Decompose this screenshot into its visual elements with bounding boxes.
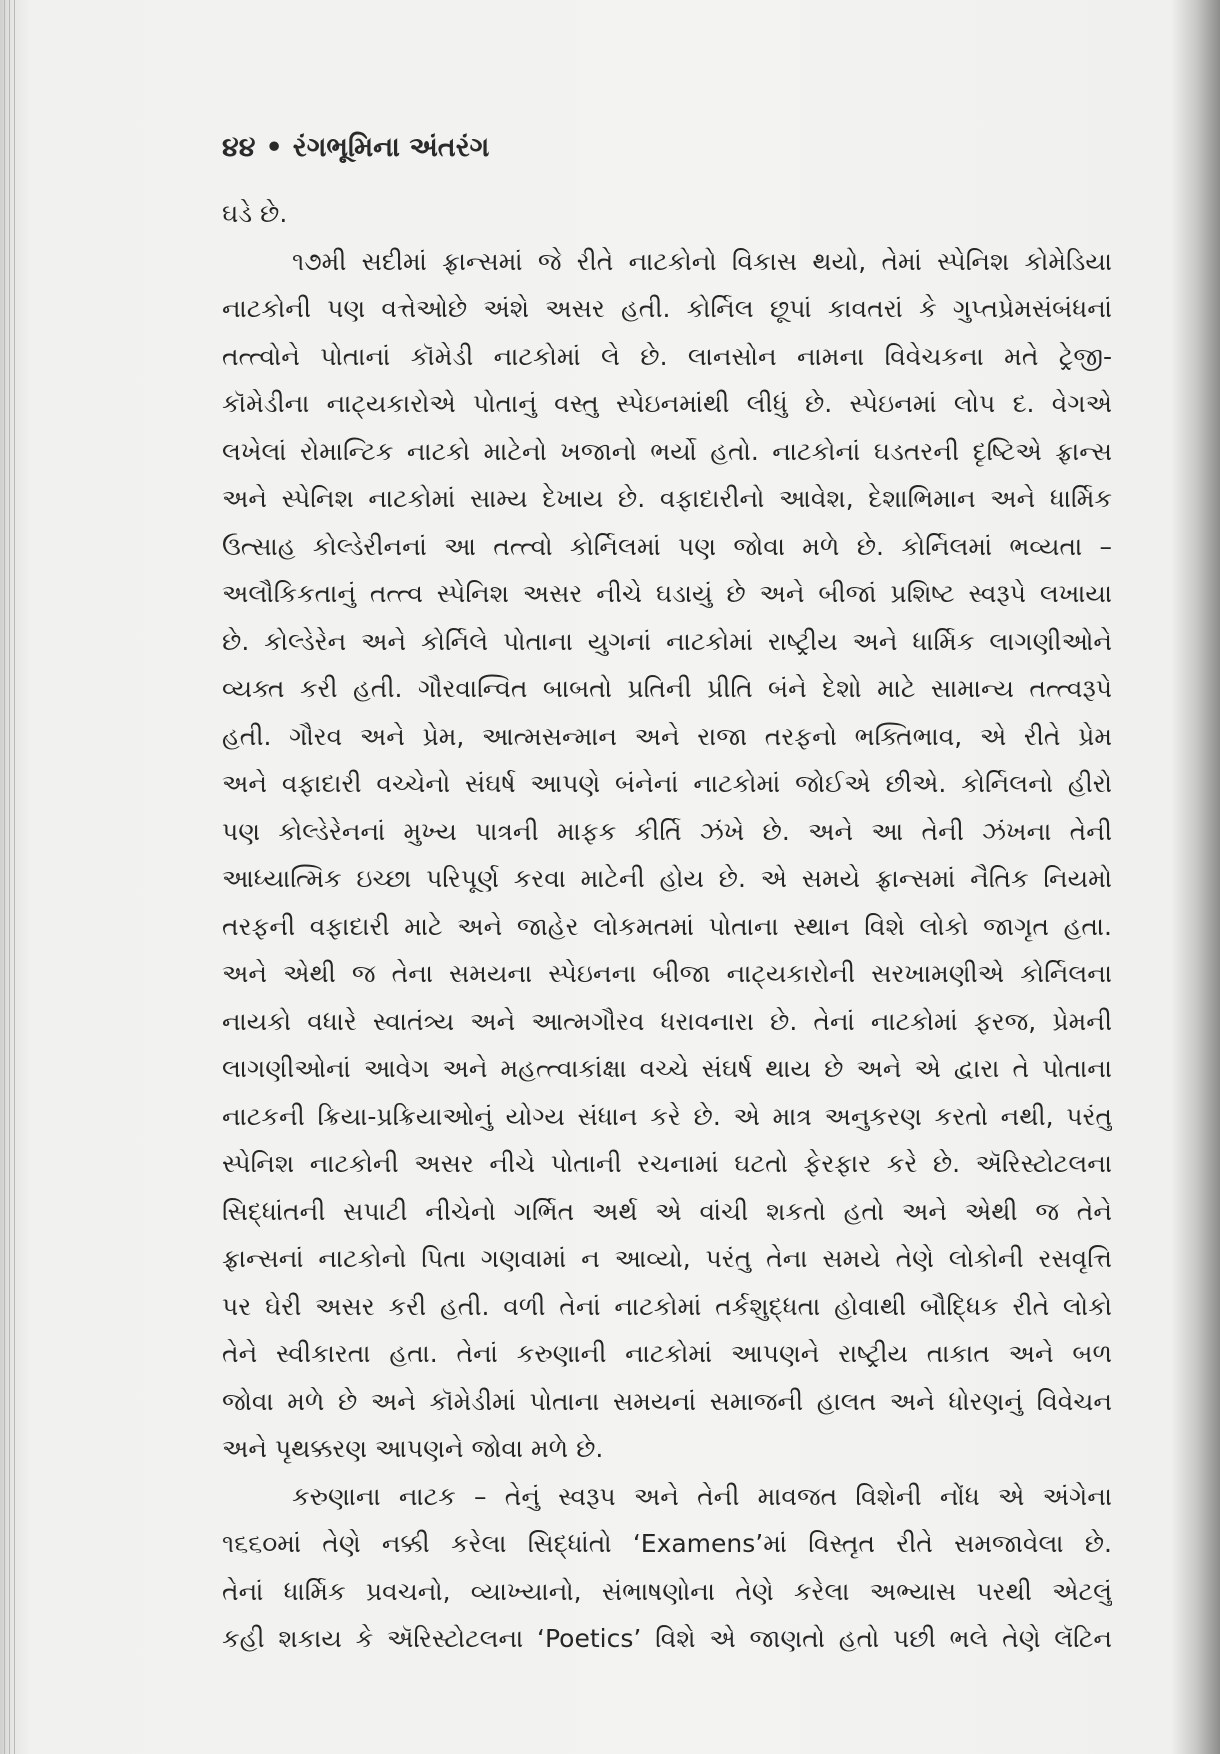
text-line: કૉમેડીના નાટ્યકારોએ પોતાનું વસ્તુ સ્પેઇનમાંથી લીધું છે. સ્પેઇનમાં લોપ દ. વેગએ — [222, 389, 1112, 418]
text-line: તેને સ્વીકારતા હતા. તેનાં કરુણાની નાટકોમાં આપણને રાષ્ટ્રીય તાકાત અને બળ — [222, 1339, 1112, 1368]
text-line: લખેલાં રોમાન્ટિક નાટકો માટેનો ખજાનો ભર્યો હતો. નાટકોનાં ઘડતરની દૃષ્ટિએ ફ્રાન્સ — [222, 436, 1112, 466]
text-line: આધ્યાત્મિક ઇચ્છા પરિપૂર્ણ કરવા માટેની હોય છે. એ સમયે ફ્રાન્સમાં નૈતિક નિયમો — [222, 864, 1112, 893]
text-line: જોવા મળે છે અને કૉમેડીમાં પોતાના સમયનાં સમાજની હાલત અને ધોરણનું વિવેચન — [222, 1386, 1112, 1416]
text-line: ઘડે છે. — [222, 199, 288, 228]
text-line: છે. કોલ્ડેરેન અને કોર્નિલે પોતાના યુગનાં નાટકોમાં રાષ્ટ્રીય અને ધાર્મિક લાગણીઓને — [222, 626, 1112, 656]
header-bullet: • — [265, 132, 283, 163]
text-line: ફ્રાન્સનાં નાટકોનો પિતા ગણવામાં ન આવ્યો, પરંતુ તેના સમયે તેણે લોકોની રસવૃત્તિ — [222, 1244, 1112, 1273]
text-line: અને વફાદારી વચ્ચેનો સંઘર્ષ આપણે બંનેનાં નાટકોમાં જોઈએ છીએ. કોર્નિલનો હીરો — [222, 769, 1112, 798]
text-line: હતી. ગૌરવ અને પ્રેમ, આત્મસન્માન અને રાજા તરફનો ભક્તિભાવ, એ રીતે પ્રેમ — [222, 721, 1112, 751]
text-line: કરુણાના નાટક – તેનું સ્વરૂપ અને તેની માવજત વિશેની નોંધ એ અંગેના — [292, 1481, 1112, 1511]
text-line: નાયકો વધારે સ્વાતંત્ર્ય અને આત્મગૌરવ ધરાવનારા છે. તેનાં નાટકોમાં ફરજ, પ્રેમની — [222, 1006, 1112, 1036]
text-line: નાટકની ક્રિયા-પ્રક્રિયાઓનું યોગ્ય સંધાન કરે છે. એ માત્ર અનુકરણ કરતો નથી, પરંતુ — [222, 1101, 1112, 1131]
text-line: અને સ્પેનિશ નાટકોમાં સામ્ય દેખાય છે. વફાદારીનો આવેશ, દેશાભિમાન અને ધાર્મિક — [222, 484, 1112, 513]
text-line: અલૌકિકતાનું તત્ત્વ સ્પેનિશ અસર નીચે ઘડાયું છે અને બીજાં પ્રશિષ્ટ સ્વરૂપે લખાયા — [222, 579, 1112, 608]
text-line: કહી શકાય કે ઍરિસ્ટોટલના ‘Poetics’ વિશે એ જાણતો હતો પછી ભલે તેણે લૅટિન — [222, 1624, 1112, 1653]
text-line: નાટકોની પણ વત્તેઓછે અંશે અસર હતી. કોર્નિલ છૂપાં કાવતરાં કે ગુપ્તપ્રેમસંબંધનાં — [222, 294, 1112, 323]
text-line: અને પૃથક્કરણ આપણને જોવા મળે છે. — [222, 1434, 604, 1463]
text-line: પણ કોલ્ડેરેનનાં મુખ્ય પાત્રની માફક કીર્તિ ઝંખે છે. અને આ તેની ઝંખના તેની — [222, 816, 1112, 846]
text-line: વ્યક્ત કરી હતી. ગૌરવાન્વિત બાબતો પ્રતિની પ્રીતિ બંને દેશો માટે સામાન્ય તત્ત્વરૂપે — [222, 674, 1112, 703]
page-number: ૪૪ — [222, 132, 256, 163]
text-line: સિદ્ધાંતની સપાટી નીચેનો ગર્ભિત અર્થ એ વાંચી શકતો હતો અને એથી જ તેને — [222, 1196, 1112, 1226]
text-line: તેનાં ધાર્મિક પ્રવચનો, વ્યાખ્યાનો, સંભાષણોના તેણે કરેલા અભ્યાસ પરથી એટલું — [222, 1576, 1112, 1606]
body-text — [222, 190, 1112, 1663]
page-edge-line — [4, 0, 5, 1754]
text-line: ઉત્સાહ કોલ્ડેરીનનાં આ તત્ત્વો કોર્નિલમાં પણ જોવા મળે છે. કોર્નિલમાં ભવ્યતા – — [222, 531, 1112, 561]
text-line: તત્ત્વોને પોતાનાં કૉમેડી નાટકોમાં લે છે. લાનસોન નામના વિવેચકના મતે ટ્રેજી- — [222, 341, 1112, 371]
page-edge-line — [9, 0, 10, 1754]
running-title: રંગભૂમિના અંતરંગ — [292, 132, 490, 163]
text-line: લાગણીઓનાં આવેગ અને મહત્ત્વાકાંક્ષા વચ્ચે સંઘર્ષ થાય છે અને એ દ્વારા તે પોતાના — [222, 1054, 1112, 1083]
page-edge-line — [14, 0, 15, 1754]
text-line: ૧૬૬૦માં તેણે નક્કી કરેલા સિદ્ધાંતો ‘Examens’માં વિસ્તૃત રીતે સમજાવેલા છે. — [222, 1529, 1112, 1558]
text-line: ૧૭મી સદીમાં ફ્રાન્સમાં જે રીતે નાટકોનો વિકાસ થયો, તેમાં સ્પેનિશ કોમેડિયા — [292, 246, 1112, 276]
text-line: પર ઘેરી અસર કરી હતી. વળી તેનાં નાટકોમાં તર્કશુદ્ધતા હોવાથી બૌદ્ધિક રીતે લોકો — [222, 1291, 1112, 1321]
text-line: તરફની વફાદારી માટે અને જાહેર લોકમતમાં પોતાના સ્થાન વિશે લોકો જાગૃત હતા. — [222, 911, 1112, 941]
running-header — [222, 132, 489, 164]
text-line: સ્પેનિશ નાટકોની અસર નીચે પોતાની રચનામાં ઘટતો ફેરફાર કરે છે. ઍરિસ્ટોટલના — [222, 1149, 1112, 1178]
text-line: અને એથી જ તેના સમયના સ્પેઇનના બીજા નાટ્યકારોની સરખામણીએ કોર્નિલના — [222, 959, 1112, 988]
